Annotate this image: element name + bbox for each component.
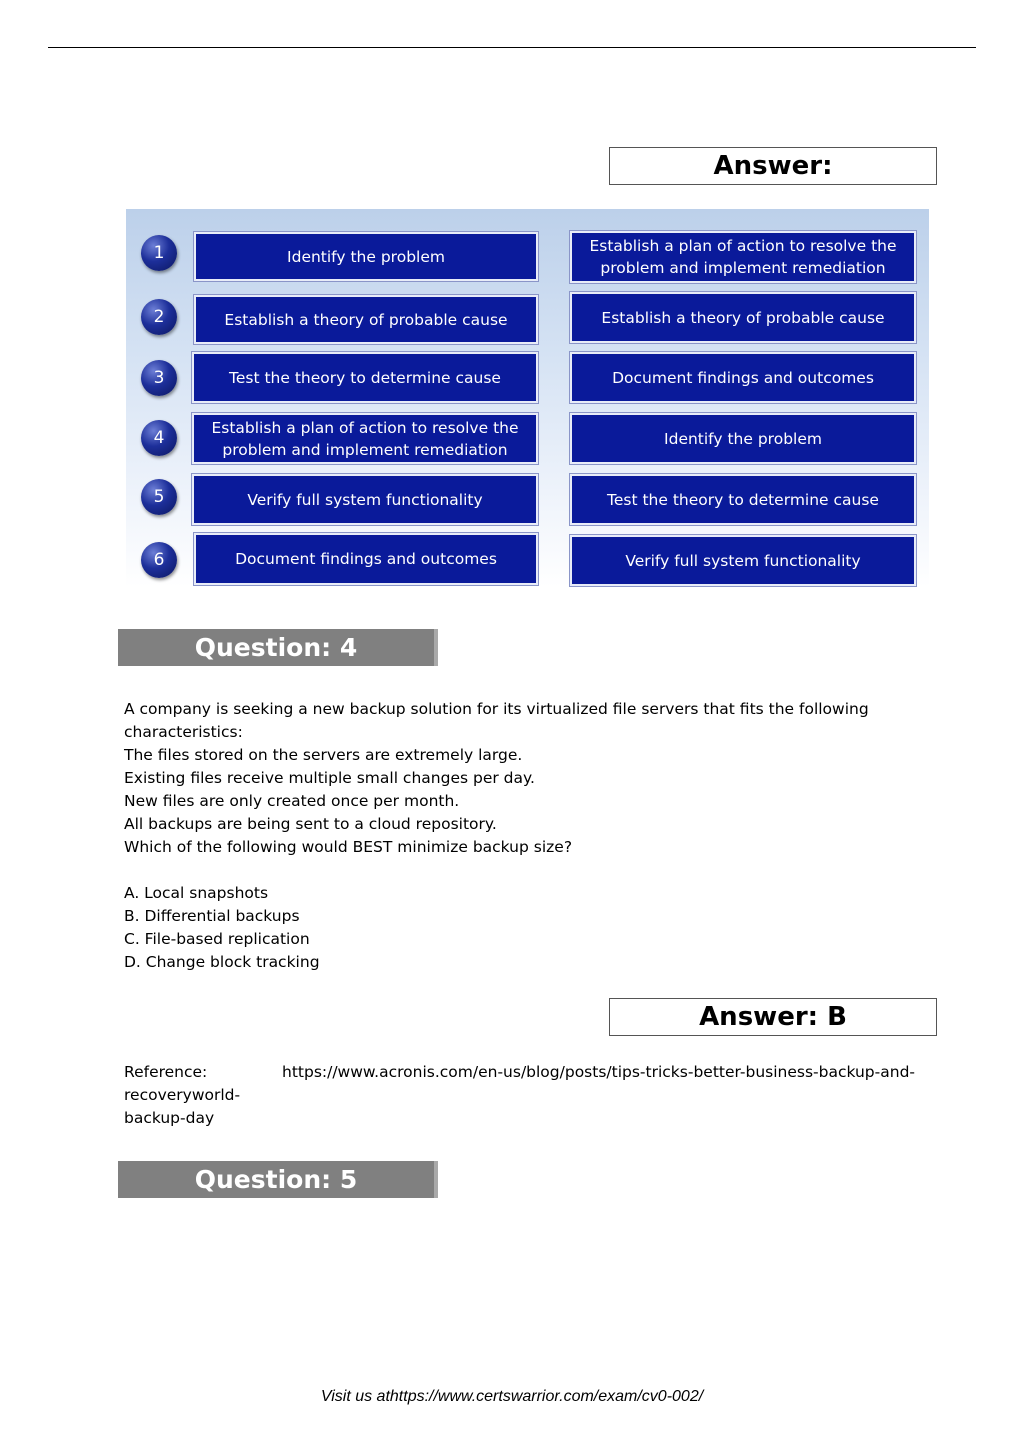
top-rule <box>48 47 976 48</box>
reference-link-continued[interactable]: recoveryworld- <box>124 1086 241 1104</box>
step-number-6: 6 <box>141 542 177 578</box>
reference-link-continued[interactable]: backup-day <box>124 1109 215 1127</box>
question-line: All backups are being sent to a cloud repository. <box>124 815 497 833</box>
question-line: The files stored on the servers are extremely large. <box>124 746 523 764</box>
option-step-3[interactable]: Document findings and outcomes <box>570 352 916 403</box>
option-step-5[interactable]: Test the theory to determine cause <box>570 474 916 525</box>
step-number-2: 2 <box>141 299 177 335</box>
option-a[interactable]: A. Local snapshots <box>124 884 269 902</box>
troubleshooting-diagram <box>126 209 929 587</box>
option-b[interactable]: B. Differential backups <box>124 907 300 925</box>
question-line: Existing files receive multiple small changes per day. <box>124 769 535 787</box>
question-5-header: Question: 5 <box>118 1161 438 1198</box>
question-4-options <box>124 882 944 974</box>
option-step-2[interactable]: Establish a theory of probable cause <box>570 292 916 343</box>
step-number-5: 5 <box>141 479 177 515</box>
option-d[interactable]: D. Change block tracking <box>124 953 320 971</box>
ordered-step-3[interactable]: Test the theory to determine cause <box>192 352 538 403</box>
reference-label: Reference: <box>124 1063 208 1081</box>
ordered-step-6[interactable]: Document findings and outcomes <box>194 533 538 585</box>
option-step-6[interactable]: Verify full system functionality <box>570 535 916 586</box>
question-line: New files are only created once per month. <box>124 792 460 810</box>
question-4-header: Question: 4 <box>118 629 438 666</box>
ordered-step-5[interactable]: Verify full system functionality <box>192 474 538 525</box>
ordered-step-2[interactable]: Establish a theory of probable cause <box>194 295 538 344</box>
footer-visit-link[interactable]: Visit us athttps://www.certswarrior.com/exam/cv0-002/ <box>320 1388 704 1405</box>
reference-link[interactable]: https://www.acronis.com/en-us/blog/posts/tips-tricks-better-business-backup-and- <box>282 1063 915 1081</box>
option-step-1[interactable]: Establish a plan of action to resolve the problem and implement remediation <box>570 231 916 283</box>
question-line: Which of the following would BEST minimize backup size? <box>124 838 573 856</box>
answer-heading: Answer: <box>609 147 937 185</box>
question-line: A company is seeking a new backup solution for its virtualized file servers that fits the following <box>124 700 869 718</box>
ordered-step-4[interactable]: Establish a plan of action to resolve the problem and implement remediation <box>192 413 538 464</box>
question-4-answer: Answer: B <box>609 998 937 1036</box>
question-line: characteristics: <box>124 723 243 741</box>
question-4-body <box>124 698 944 859</box>
step-number-1: 1 <box>141 235 177 271</box>
ordered-step-1[interactable]: Identify the problem <box>194 232 538 281</box>
option-step-4[interactable]: Identify the problem <box>570 413 916 464</box>
step-number-4: 4 <box>141 420 177 456</box>
step-number-3: 3 <box>141 360 177 396</box>
option-c[interactable]: C. File-based replication <box>124 930 310 948</box>
